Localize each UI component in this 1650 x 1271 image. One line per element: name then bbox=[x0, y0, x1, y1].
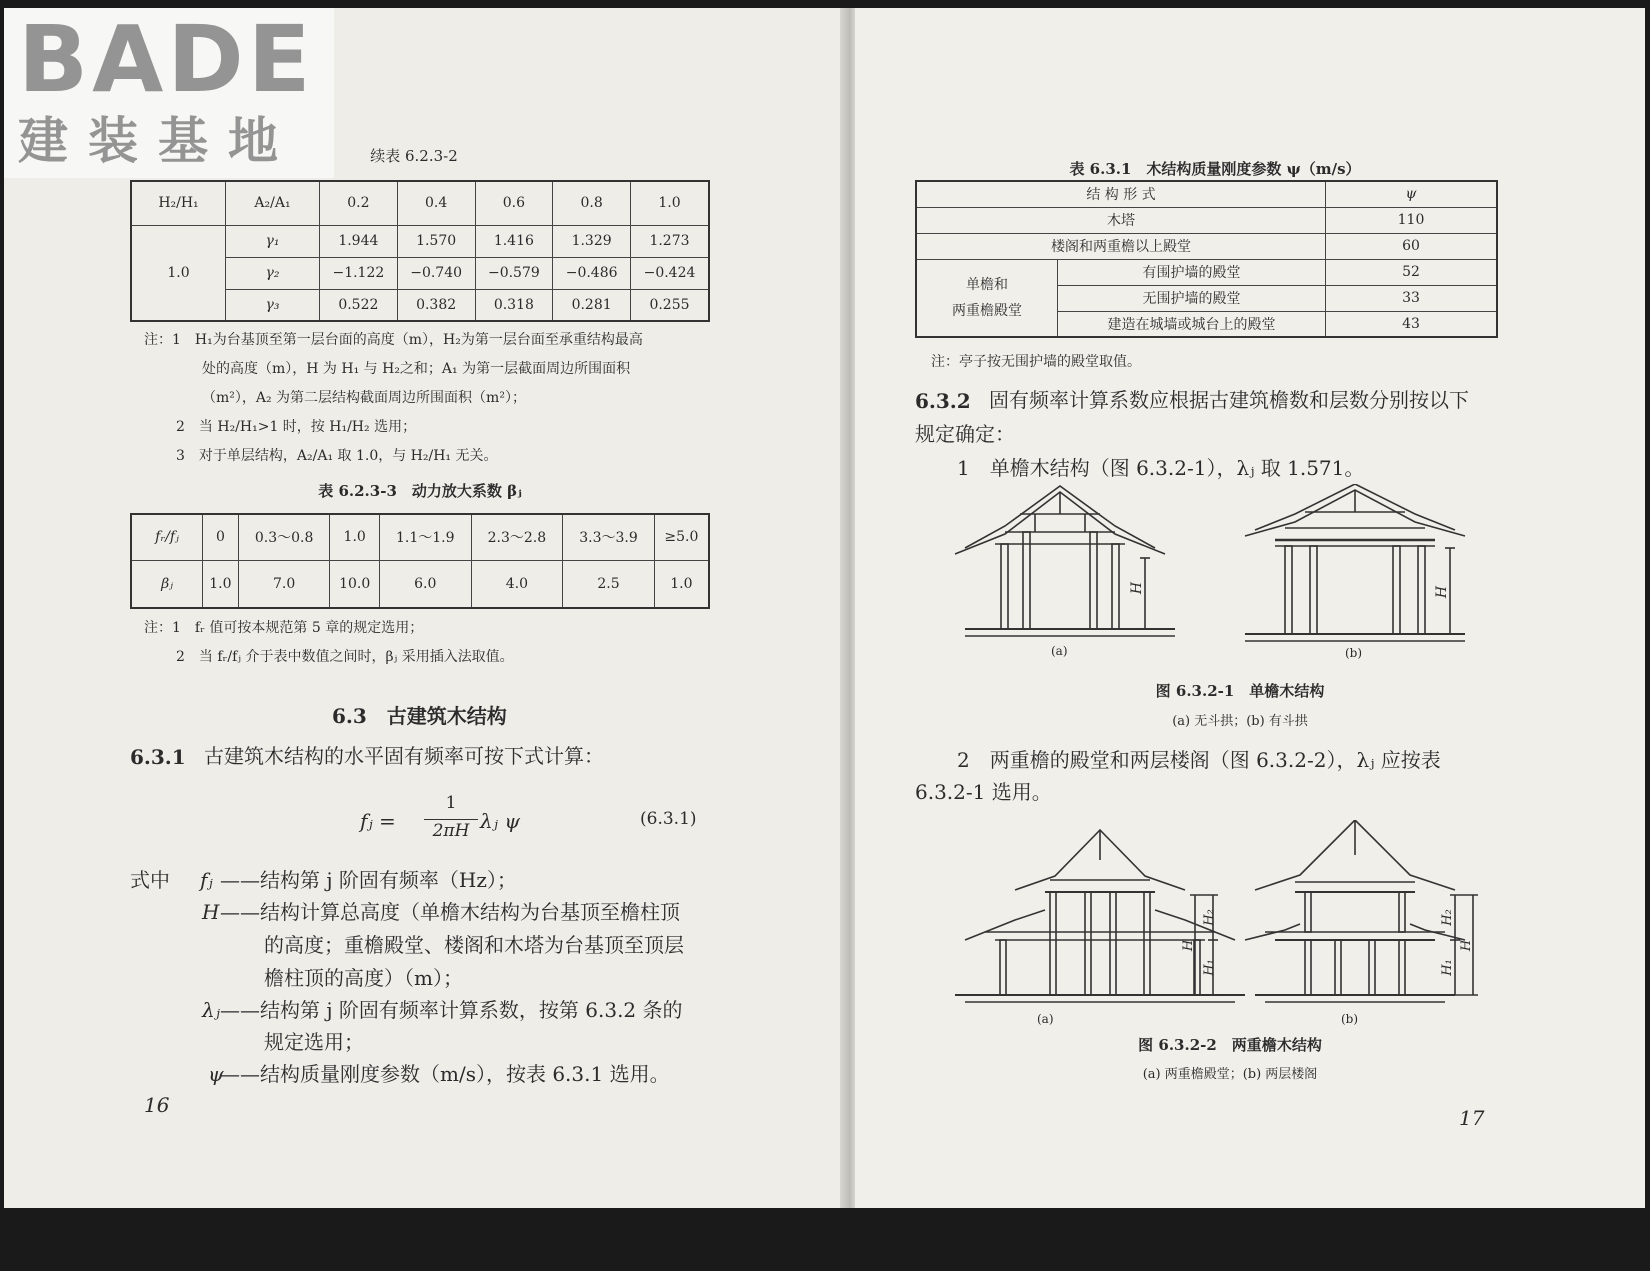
table1-col-header: 0.2 bbox=[320, 181, 398, 225]
note-line: 3 对于单层结构，A₂/A₁ 取 1.0，与 H₂/H₁ 无关。 bbox=[176, 448, 498, 464]
table3-psi: 52 bbox=[1326, 259, 1498, 285]
definition-line: ——结构第 j 阶固有频率（Hz）； bbox=[220, 868, 517, 892]
fig2-subcaption: (a) 两重檐殿堂；(b) 两层楼阁 bbox=[1142, 1067, 1318, 1082]
fig1-subcaption: (a) 无斗拱；(b) 有斗拱 bbox=[1172, 714, 1308, 729]
table1-cell: 1.570 bbox=[397, 225, 475, 257]
table1-h-ratio-header: H₂/H₁ bbox=[131, 181, 226, 225]
table1-cell: 1.416 bbox=[475, 225, 553, 257]
right-page bbox=[855, 8, 1645, 1208]
table1-cell: −1.122 bbox=[320, 257, 398, 289]
definition-line: 规定选用； bbox=[264, 1030, 364, 1054]
watermark-logo: BADE bbox=[18, 8, 315, 113]
table1-col-header: 0.8 bbox=[553, 181, 631, 225]
table1-row-label: γ₁ bbox=[226, 225, 320, 257]
table1-col-header: 0.4 bbox=[397, 181, 475, 225]
table2-cell: 2.5 bbox=[563, 560, 655, 608]
definition-symbol: H bbox=[202, 900, 220, 924]
fig2-dim-label-h2: H₂ bbox=[1439, 909, 1455, 926]
table2 bbox=[130, 513, 710, 609]
formula-fraction-bar bbox=[424, 819, 478, 820]
fig2-dim-label: H bbox=[1459, 939, 1475, 952]
formula-numerator: 1 bbox=[445, 793, 457, 813]
table3-psi: 60 bbox=[1326, 233, 1498, 259]
fig1-label-b: (b) bbox=[1345, 646, 1363, 660]
fig2-label-a: (a) bbox=[1037, 1012, 1054, 1026]
definition-symbol: fⱼ bbox=[200, 868, 213, 892]
fig2-dim-label-h2: H₂ bbox=[1201, 909, 1217, 926]
table1-cell: 0.255 bbox=[631, 289, 710, 321]
table3-row bbox=[916, 233, 1497, 259]
clause2-number: 6.3.2 bbox=[915, 389, 971, 413]
table3-note: 注：亭子按无围护墙的殿堂取值。 bbox=[931, 354, 1141, 370]
figure-6-3-2-1 bbox=[945, 484, 1565, 664]
table1-cell: 1.273 bbox=[631, 225, 710, 257]
table2-cell: 6.0 bbox=[379, 560, 471, 608]
table3-form: 木塔 bbox=[916, 207, 1326, 233]
where-label: 式中 bbox=[130, 868, 170, 892]
fig1-dim-label: H bbox=[1129, 581, 1146, 595]
page-number-right: 17 bbox=[1459, 1106, 1485, 1130]
fig2-label-b: (b) bbox=[1341, 1012, 1359, 1026]
table2-col-header: 2.3～2.8 bbox=[471, 514, 563, 560]
table1-col-header: 0.6 bbox=[475, 181, 553, 225]
page-number-left: 16 bbox=[144, 1093, 170, 1117]
note-line: 2 当 fᵣ/fⱼ 介于表中数值之间时，βⱼ 采用插入法取值。 bbox=[176, 649, 514, 665]
fig2-dim-label-h1: H₁ bbox=[1201, 959, 1217, 976]
table1-row-label: γ₂ bbox=[226, 257, 320, 289]
table3-group-label-line: 两重檐殿堂 bbox=[952, 302, 1022, 319]
formula bbox=[360, 793, 520, 853]
table2-row bbox=[131, 560, 709, 608]
formula-lhs: fⱼ = bbox=[360, 809, 396, 833]
table1-cell: 0.318 bbox=[475, 289, 553, 321]
table3-row bbox=[916, 259, 1497, 285]
table3-form-header: 结 构 形 式 bbox=[916, 181, 1326, 207]
table3-form: 无围护墙的殿堂 bbox=[1058, 285, 1326, 311]
table3-group-label-line: 单檐和 bbox=[966, 276, 1008, 293]
table1-row bbox=[131, 225, 709, 257]
definition-line: ——结构计算总高度（单檐木结构为台基顶至檐柱顶 bbox=[220, 900, 680, 924]
table2-cell: 1.0 bbox=[203, 560, 239, 608]
table2-cell: 4.0 bbox=[471, 560, 563, 608]
table2-col-header: 0.3～0.8 bbox=[238, 514, 330, 560]
table1-cell: 0.281 bbox=[553, 289, 631, 321]
table2-row-label: βⱼ bbox=[131, 560, 203, 608]
item2-line: 6.3.2-1 选用。 bbox=[915, 780, 1052, 804]
table1-cell: −0.486 bbox=[553, 257, 631, 289]
table3 bbox=[915, 180, 1498, 338]
table3-psi: 110 bbox=[1326, 207, 1498, 233]
table2-cell: 1.0 bbox=[654, 560, 709, 608]
fig2-caption: 图 6.3.2-2 两重檐木结构 bbox=[1138, 1036, 1322, 1054]
table1-cell: 1.944 bbox=[320, 225, 398, 257]
definition-line: ——结构第 j 阶固有频率计算系数，按第 6.3.2 条的 bbox=[220, 998, 683, 1022]
definition-symbol: λⱼ bbox=[202, 998, 220, 1022]
table1-cell: −0.424 bbox=[631, 257, 710, 289]
table3-form: 建造在城墙或城台上的殿堂 bbox=[1058, 311, 1326, 337]
section-heading: 6.3 古建筑木结构 bbox=[332, 704, 507, 728]
clause2-line: 规定确定： bbox=[915, 422, 1015, 446]
table3-psi: 33 bbox=[1326, 285, 1498, 311]
table1-cell: −0.740 bbox=[397, 257, 475, 289]
table2-col-header: 0 bbox=[203, 514, 239, 560]
clause-text: 古建筑木结构的水平固有频率可按下式计算： bbox=[204, 744, 604, 768]
table2-col-header: ≥5.0 bbox=[654, 514, 709, 560]
table2-title: 表 6.2.3-3 动力放大系数 βⱼ bbox=[318, 482, 522, 500]
fig1-dim-label: H bbox=[1434, 585, 1451, 599]
note-line: 注：1 H₁为台基顶至第一层台面的高度（m），H₂为第一层台面至承重结构最高 bbox=[144, 332, 643, 348]
fig2-dim-label: H bbox=[1181, 939, 1197, 952]
formula-rhs: λⱼ ψ bbox=[480, 809, 520, 833]
note-line: （m²），A₂ 为第二层结构截面周边所围面积（m²）； bbox=[202, 390, 526, 406]
watermark-subtitle: 建装基地 bbox=[18, 112, 298, 170]
item2-line: 2 两重檐的殿堂和两层楼阁（图 6.3.2-2），λⱼ 应按表 bbox=[957, 748, 1441, 772]
table3-group-label bbox=[916, 259, 1058, 337]
single-eave-structure-drawing bbox=[945, 484, 1565, 664]
figure-6-3-2-2 bbox=[955, 820, 1575, 1026]
table3-psi: 43 bbox=[1326, 311, 1498, 337]
note-line: 处的高度（m），H 为 H₁ 与 H₂之和；A₁ 为第一层截面周边所围面积 bbox=[202, 361, 631, 377]
fig1-label-a: (a) bbox=[1051, 644, 1068, 658]
definition-line: 的高度；重檐殿堂、楼阁和木塔为台基顶至顶层 bbox=[264, 933, 684, 957]
clause2-line: 固有频率计算系数应根据古建筑檐数和层数分别按以下 bbox=[989, 388, 1469, 412]
table1-cell: −0.579 bbox=[475, 257, 553, 289]
table3-form: 楼阁和两重檐以上殿堂 bbox=[916, 233, 1326, 259]
definition-symbol: ψ bbox=[208, 1062, 224, 1086]
formula-number: (6.3.1) bbox=[640, 809, 697, 829]
table1-cell: 1.329 bbox=[553, 225, 631, 257]
note-line: 2 当 H₂/H₁>1 时，按 H₁/H₂ 选用； bbox=[176, 419, 417, 435]
table1-row-label: γ₃ bbox=[226, 289, 320, 321]
clause-number: 6.3.1 bbox=[130, 745, 186, 769]
table3-title: 表 6.3.1 木结构质量刚度参数 ψ（m/s） bbox=[1069, 160, 1361, 178]
item1-text: 1 单檐木结构（图 6.3.2-1），λⱼ 取 1.571。 bbox=[957, 456, 1365, 480]
note-line: 注：1 fᵣ 值可按本规范第 5 章的规定选用； bbox=[144, 620, 424, 636]
table3-psi-header: ψ bbox=[1326, 181, 1498, 207]
table1-cell: 0.382 bbox=[397, 289, 475, 321]
table1-cell: 0.522 bbox=[320, 289, 398, 321]
fig1-caption: 图 6.3.2-1 单檐木结构 bbox=[1155, 682, 1325, 700]
formula-denominator: 2πH bbox=[432, 821, 470, 841]
table3-row bbox=[916, 207, 1497, 233]
table1-col-header: 1.0 bbox=[631, 181, 710, 225]
definition-line: ——结构质量刚度参数（m/s），按表 6.3.1 选用。 bbox=[220, 1062, 670, 1086]
table1 bbox=[130, 180, 710, 322]
table2-cell: 10.0 bbox=[330, 560, 380, 608]
table2-header-label: fᵣ/fⱼ bbox=[131, 514, 203, 560]
table2-col-header: 1.1～1.9 bbox=[379, 514, 471, 560]
watermark bbox=[4, 8, 334, 178]
table1-a-ratio-header: A₂/A₁ bbox=[226, 181, 320, 225]
table2-col-header: 1.0 bbox=[330, 514, 380, 560]
left-page bbox=[4, 8, 849, 1208]
double-eave-structure-drawing bbox=[955, 820, 1575, 1020]
definition-line: 檐柱顶的高度）（m）； bbox=[264, 966, 463, 990]
table3-form: 有围护墙的殿堂 bbox=[1058, 259, 1326, 285]
table2-col-header: 3.3～3.9 bbox=[563, 514, 655, 560]
table1-title: 续表 6.2.3-2 bbox=[370, 147, 458, 165]
table2-cell: 7.0 bbox=[238, 560, 330, 608]
table1-h-value: 1.0 bbox=[131, 225, 226, 321]
fig2-dim-label-h1: H₁ bbox=[1439, 959, 1455, 976]
